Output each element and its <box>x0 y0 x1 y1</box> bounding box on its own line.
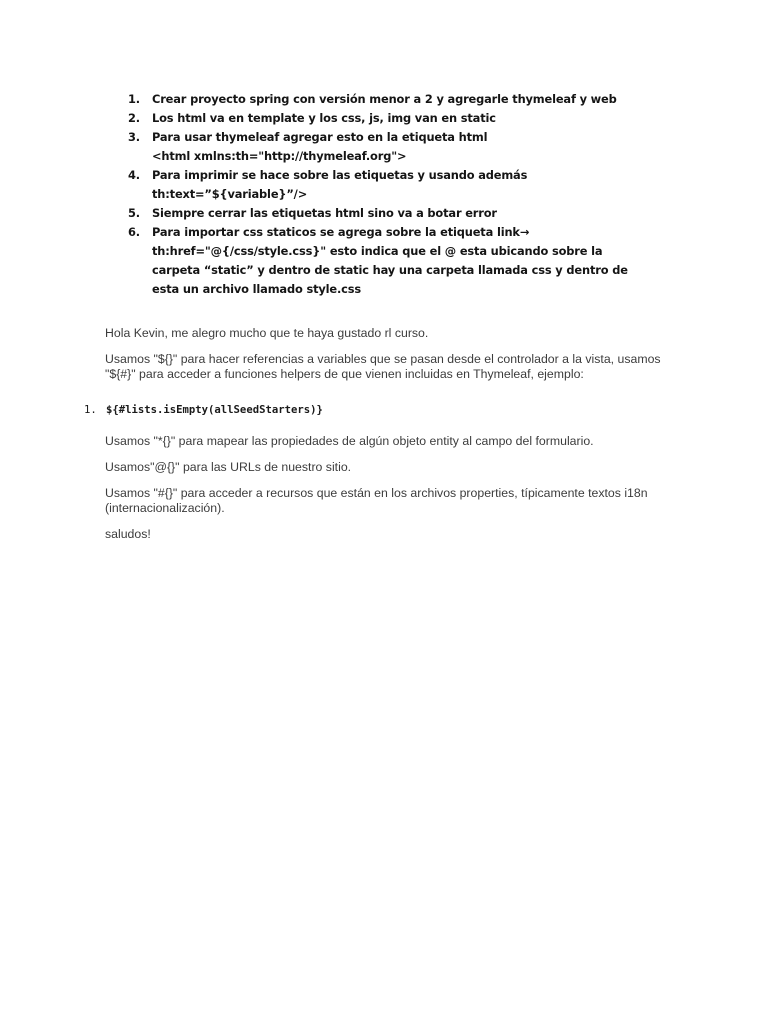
list-item-number: 4. <box>128 168 140 182</box>
code-example <box>84 402 584 418</box>
message-top <box>105 326 665 393</box>
list-item-number: 6. <box>128 225 140 239</box>
paragraph-urls: Usamos"@{}" para las URLs de nuestro sitio. <box>105 460 352 474</box>
list-item <box>120 109 660 128</box>
list-item <box>120 166 660 204</box>
list-item-text: Siempre cerrar las etiquetas html sino va a botar error <box>152 206 497 220</box>
greeting-text: Hola Kevin, me alegro mucho que te haya gustado rl curso. <box>105 326 429 340</box>
list-item-number: 1. <box>128 92 140 106</box>
paragraph-variables: Usamos "${}" para hacer referencias a variables que se pasan desde el controlador a la vista, usamos "${#}" para acceder a funciones helpers de que vienen incluidas en Thymeleaf, ejemplo: <box>105 352 661 381</box>
list-item-number: 2. <box>128 111 140 125</box>
paragraph-selection: Usamos "*{}" para mapear las propiedades de algún objeto entity al campo del formulario. <box>105 434 594 448</box>
list-item-number: 5. <box>128 206 140 220</box>
code-line-number: 1. <box>84 404 97 416</box>
list-item-text: Para imprimir se hace sobre las etiquetas y usando además th:text=”${variable}”/> <box>152 168 528 201</box>
list-item <box>120 204 660 223</box>
list-item-text: Para usar thymeleaf agregar esto en la etiqueta html <html xmlns:th="http://thymeleaf.org"> <box>152 130 488 163</box>
steps-list <box>120 90 660 299</box>
code-text: ${#lists.isEmpty(allSeedStarters)} <box>106 404 323 416</box>
paragraph-properties: Usamos "#{}" para acceder a recursos que están en los archivos properties, típicamente textos i18n (internacionalización). <box>105 486 648 515</box>
list-item-text: Para importar css staticos se agrega sobre la etiqueta link→ th:href="@{/css/style.css}" esto indica que el @ esta ubicando sobre la carpeta “static” y dentro de static hay una carpeta llamada css y dentro de esta un archivo llamado style.css <box>152 225 628 296</box>
list-item-number: 3. <box>128 130 140 144</box>
list-item <box>120 128 660 166</box>
list-item <box>120 223 660 299</box>
list-item-text: Crear proyecto spring con versión menor a 2 y agregarle thymeleaf y web <box>152 92 617 106</box>
list-item-text: Los html va en template y los css, js, img van en static <box>152 111 496 125</box>
message-bottom <box>105 434 665 553</box>
closing-text: saludos! <box>105 527 151 541</box>
list-item <box>120 90 660 109</box>
